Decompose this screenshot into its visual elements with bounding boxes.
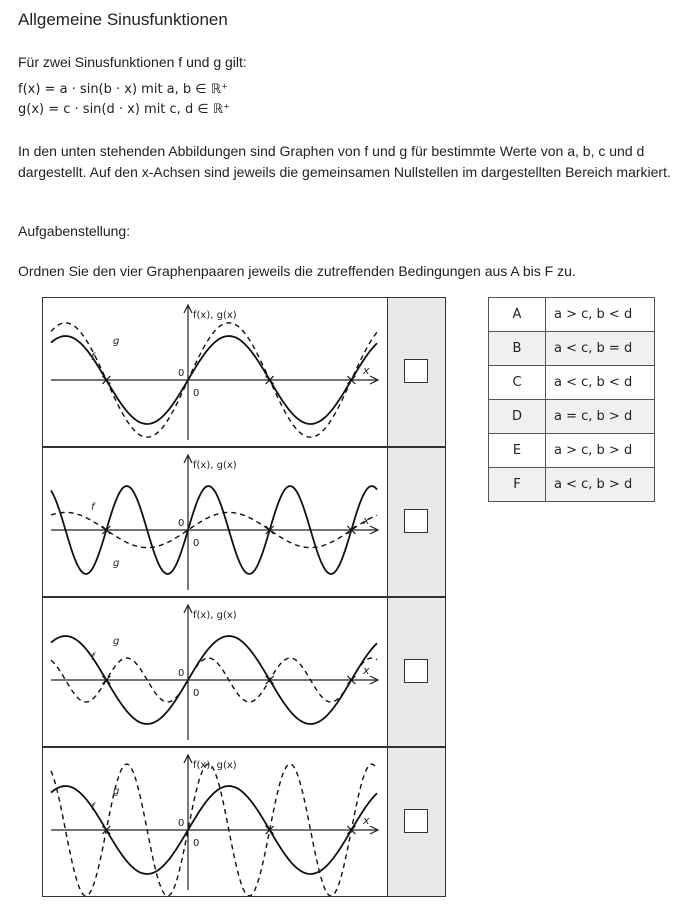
answer-cell-2 <box>388 447 446 597</box>
origin-label: 0 <box>193 838 200 849</box>
y-axis-label: f(x), g(x) <box>193 460 237 471</box>
label-g: g <box>113 786 120 797</box>
graph-cell-3 <box>42 597 388 747</box>
label-f: f <box>91 352 95 363</box>
option-row-f <box>489 468 655 502</box>
x-axis-label: x <box>363 814 370 827</box>
x-axis-label: x <box>363 364 370 377</box>
answer-cell-4 <box>388 747 446 897</box>
option-row-e <box>489 434 655 468</box>
formula-f: f(x) = a · sin(b · x) mit a, b ∈ ℝ⁺ <box>18 82 228 97</box>
option-condition: a > c, b < d <box>546 298 655 332</box>
x-axis-label: x <box>363 664 370 677</box>
origin-label: 0 <box>178 668 185 679</box>
graph-2 <box>43 448 387 596</box>
y-axis-label: f(x), g(x) <box>193 610 237 621</box>
option-letter: A <box>489 298 546 332</box>
origin-label: 0 <box>193 538 200 549</box>
label-f: f <box>91 802 95 813</box>
label-g: g <box>113 336 120 347</box>
graph-cell-4 <box>42 747 388 897</box>
option-condition: a < c, b = d <box>546 332 655 366</box>
options-table <box>488 297 655 502</box>
option-letter: B <box>489 332 546 366</box>
option-letter: C <box>489 366 546 400</box>
origin-label: 0 <box>178 818 185 829</box>
label-f: f <box>91 502 95 513</box>
description-text: In den unten stehenden Abbildungen sind Graphen von f und g für bestimmte Werte von a, b, c und d dargestellt. Auf den x-Achsen sind jeweils die gemeinsamen Nullstellen im dargestellten Bereich markiert. <box>18 143 671 180</box>
answer-cell-1 <box>388 297 446 447</box>
option-condition: a < c, b < d <box>546 366 655 400</box>
option-letter: E <box>489 434 546 468</box>
task-text: Ordnen Sie den vier Graphenpaaren jeweils die zutreffenden Bedingungen aus A bis F zu. <box>18 263 576 279</box>
graph-grid <box>42 297 446 897</box>
y-axis-label: f(x), g(x) <box>193 310 237 321</box>
graph-cell-2 <box>42 447 388 597</box>
task-heading: Aufgabenstellung: <box>18 223 131 239</box>
answer-cell-3 <box>388 597 446 747</box>
option-row-c <box>489 366 655 400</box>
option-row-b <box>489 332 655 366</box>
option-letter: F <box>489 468 546 502</box>
graph-cell-1 <box>42 297 388 447</box>
x-axis-label: x <box>363 514 370 527</box>
option-condition: a = c, b > d <box>546 400 655 434</box>
origin-label: 0 <box>193 388 200 399</box>
option-condition: a > c, b > d <box>546 434 655 468</box>
answer-box-2[interactable] <box>404 509 428 533</box>
option-letter: D <box>489 400 546 434</box>
origin-label: 0 <box>193 688 200 699</box>
graph-3 <box>43 598 387 746</box>
graph-1 <box>43 298 387 446</box>
page-title: Allgemeine Sinusfunktionen <box>18 10 228 29</box>
answer-box-1[interactable] <box>404 359 428 383</box>
option-row-a <box>489 298 655 332</box>
label-g: g <box>113 636 120 647</box>
formula-g: g(x) = c · sin(d · x) mit c, d ∈ ℝ⁺ <box>18 102 230 117</box>
y-axis-label: f(x), g(x) <box>193 760 237 771</box>
intro-text: Für zwei Sinusfunktionen f und g gilt: <box>18 54 247 70</box>
graph-4 <box>43 748 387 896</box>
answer-box-3[interactable] <box>404 659 428 683</box>
option-condition: a < c, b > d <box>546 468 655 502</box>
answer-box-4[interactable] <box>404 809 428 833</box>
origin-label: 0 <box>178 518 185 529</box>
label-f: f <box>91 652 95 663</box>
label-g: g <box>113 558 120 569</box>
origin-label: 0 <box>178 368 185 379</box>
option-row-d <box>489 400 655 434</box>
